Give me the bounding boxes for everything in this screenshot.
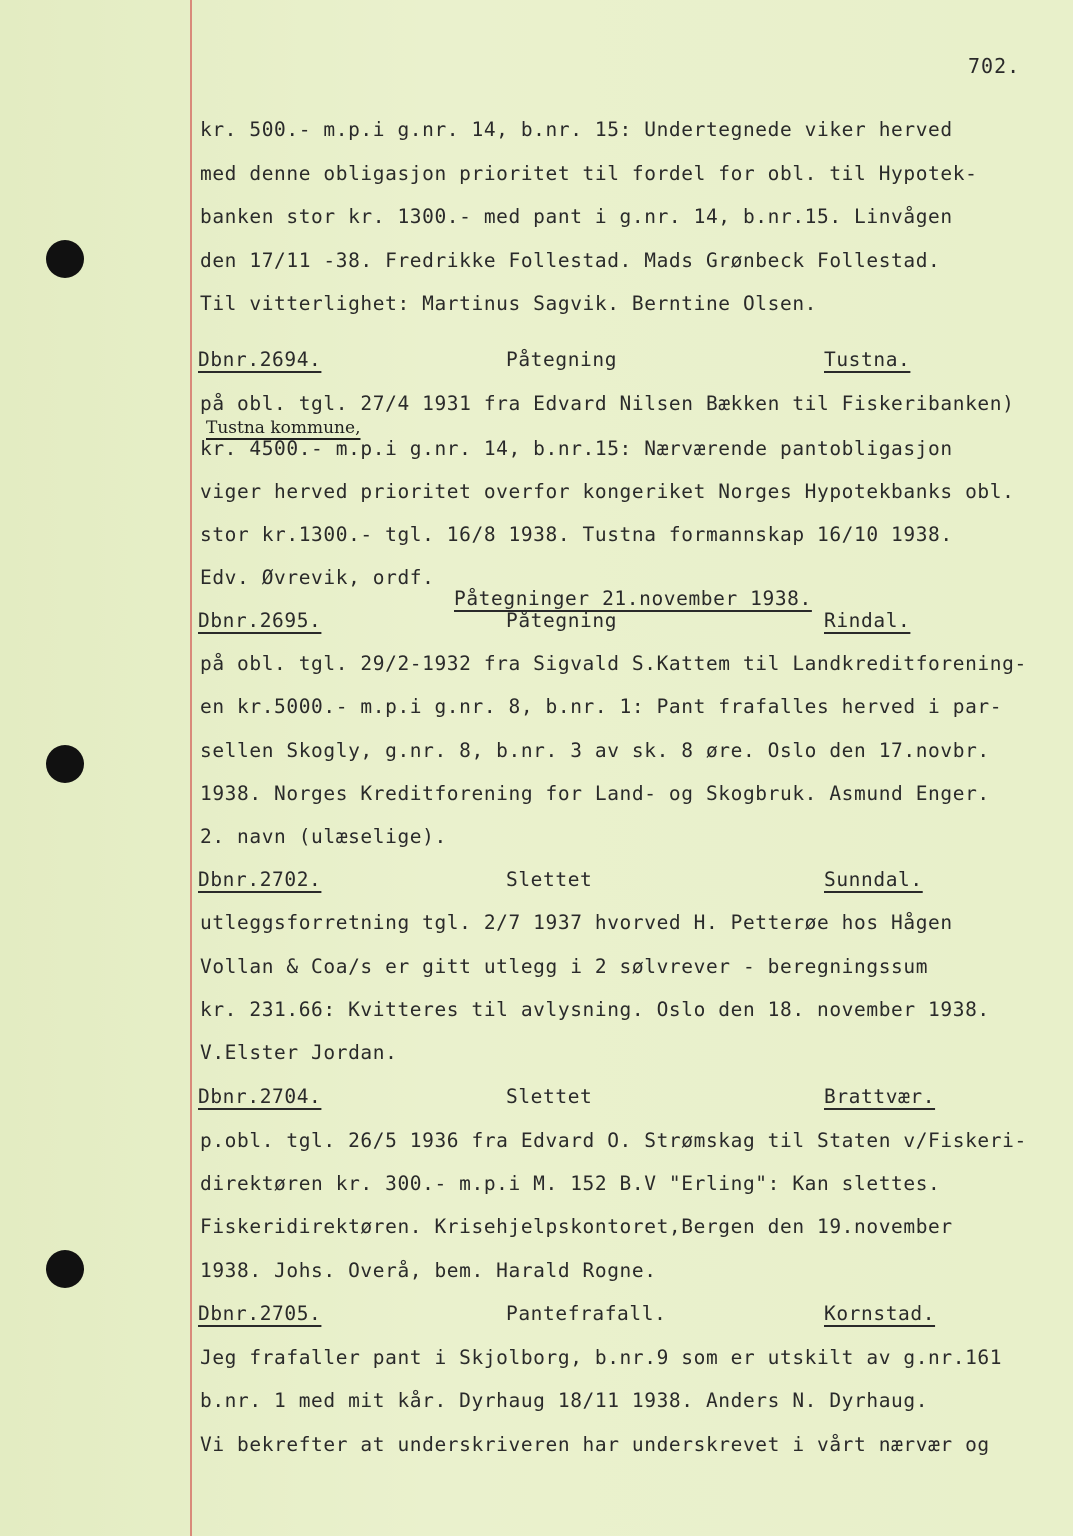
text-line: stor kr.1300.- tgl. 16/8 1938. Tustna formannskap 16/10 1938. <box>200 523 953 546</box>
text-line: på obl. tgl. 29/2-1932 fra Sigvald S.Kattem til Landkreditforening- <box>200 652 1027 675</box>
entry-type: Slettet <box>506 868 593 891</box>
margin-rule <box>190 0 192 1536</box>
text-line: på obl. tgl. 27/4 1931 fra Edvard Nilsen Bækken til Fiskeribanken) <box>200 392 1015 415</box>
handwritten-insert: Tustna kommune, <box>206 418 361 438</box>
text-line: en kr.5000.- m.p.i g.nr. 8, b.nr. 1: Pant frafalles herved i par- <box>200 695 1003 718</box>
entry-place: Kornstad. <box>824 1302 936 1325</box>
text-line: 2. navn (ulæselige). <box>200 825 447 848</box>
page-number: 702. <box>968 54 1021 78</box>
entry-place: Brattvær. <box>824 1085 936 1108</box>
binder-hole <box>46 1250 84 1288</box>
text-line: Vi bekrefter at underskriveren har underskrevet i vårt nærvær og <box>200 1433 990 1456</box>
text-line: kr. 4500.- m.p.i g.nr. 14, b.nr.15: Nærværende pantobligasjon <box>200 437 953 460</box>
entry-number: Dbnr.2695. <box>198 609 322 632</box>
entry-number: Dbnr.2694. <box>198 348 322 371</box>
text-line: direktøren kr. 300.- m.p.i M. 152 B.V "Erling": Kan slettes. <box>200 1172 941 1195</box>
text-line: banken stor kr. 1300.- med pant i g.nr. 14, b.nr.15. Linvågen <box>200 205 953 228</box>
entry-place: Tustna. <box>824 348 911 371</box>
entry-number: Dbnr.2704. <box>198 1085 322 1108</box>
text-line: viger herved prioritet overfor kongeriket Norges Hypotekbanks obl. <box>200 480 1015 503</box>
entry-type: Påtegning <box>506 609 618 632</box>
text-line: kr. 500.- m.p.i g.nr. 14, b.nr. 15: Undertegnede viker herved <box>200 118 953 141</box>
binder-hole <box>46 745 84 783</box>
text-line: med denne obligasjon prioritet til fordel for obl. til Hypotek- <box>200 162 978 185</box>
text-line: kr. 231.66: Kvitteres til avlysning. Oslo den 18. november 1938. <box>200 998 990 1021</box>
text-line: 1938. Norges Kreditforening for Land- og Skogbruk. Asmund Enger. <box>200 782 990 805</box>
text-line: utleggsforretning tgl. 2/7 1937 hvorved H. Petterøe hos Hågen <box>200 911 953 934</box>
entry-type: Påtegning <box>506 348 618 371</box>
text-line: Edv. Øvrevik, ordf. <box>200 566 435 589</box>
text-line: b.nr. 1 med mit kår. Dyrhaug 18/11 1938. Anders N. Dyrhaug. <box>200 1389 929 1412</box>
text-line: Vollan & Coa/s er gitt utlegg i 2 sølvrever - beregningssum <box>200 955 929 978</box>
entry-place: Rindal. <box>824 609 911 632</box>
section-heading: Påtegninger 21.november 1938. <box>454 587 812 610</box>
entry-type: Pantefrafall. <box>506 1302 667 1325</box>
entry-number: Dbnr.2702. <box>198 868 322 891</box>
text-line: p.obl. tgl. 26/5 1936 fra Edvard O. Strømskag til Staten v/Fiskeri- <box>200 1129 1027 1152</box>
binder-hole <box>46 240 84 278</box>
entry-type: Slettet <box>506 1085 593 1108</box>
text-line: 1938. Johs. Overå, bem. Harald Rogne. <box>200 1259 657 1282</box>
text-line: V.Elster Jordan. <box>200 1041 398 1064</box>
entry-number: Dbnr.2705. <box>198 1302 322 1325</box>
text-line: Til vitterlighet: Martinus Sagvik. Berntine Olsen. <box>200 292 817 315</box>
text-line: Fiskeridirektøren. Krisehjelpskontoret,Bergen den 19.november <box>200 1215 953 1238</box>
entry-place: Sunndal. <box>824 868 923 891</box>
text-line: den 17/11 -38. Fredrikke Follestad. Mads Grønbeck Follestad. <box>200 249 941 272</box>
text-line: sellen Skogly, g.nr. 8, b.nr. 3 av sk. 8 øre. Oslo den 17.novbr. <box>200 739 990 762</box>
text-line: Jeg frafaller pant i Skjolborg, b.nr.9 som er utskilt av g.nr.161 <box>200 1346 1003 1369</box>
